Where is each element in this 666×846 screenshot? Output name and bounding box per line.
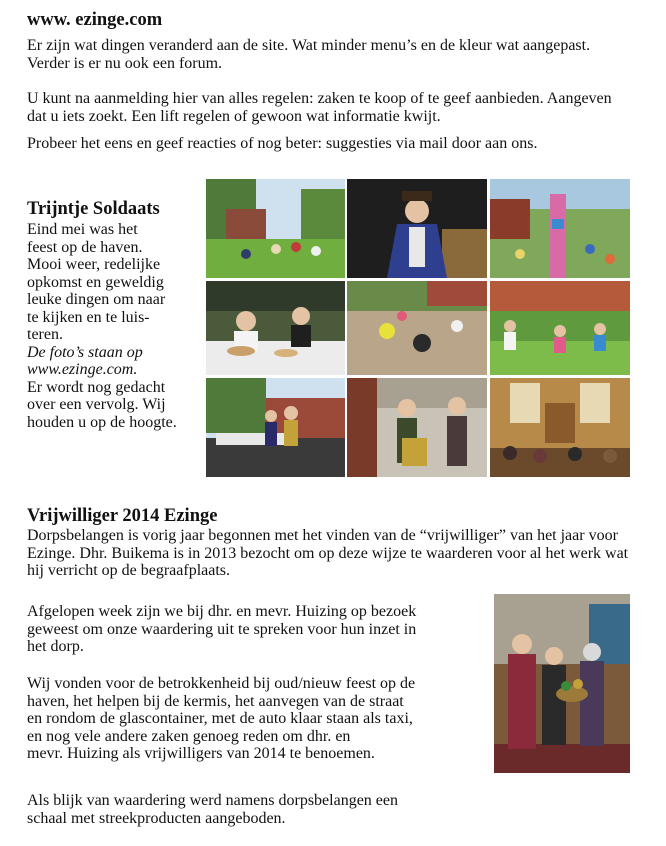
text-line: Wij vonden voor de betrokkenheid bij oud/nieuw feest op de xyxy=(27,675,416,692)
text-line: haven, het helpen bij de kermis, het aanvegen van de straat xyxy=(27,692,404,710)
website-reference: www.ezinge.com. xyxy=(27,361,138,378)
site-paragraph-3: Probeer het eens en geef reacties of nog beter: suggesties via mail door aan ons. xyxy=(27,135,538,152)
text-line: Als blijk van waardering werd namens dorpsbelangen een xyxy=(27,792,398,809)
volunteer-paragraph-2 xyxy=(27,603,497,656)
text-line: Er wordt nog gedacht xyxy=(27,378,166,396)
photo-tree-decorated xyxy=(490,179,630,278)
text-line: over een vervolg. Wij xyxy=(27,396,166,413)
site-paragraph-1: Er zijn wat dingen veranderd aan de site. Wat minder menu’s en de kleur wat aangepast. Verder is er nu ook een forum. xyxy=(27,37,591,72)
text-line: schaal met streekproducten aangeboden. xyxy=(27,809,286,827)
volunteer-paragraph-4 xyxy=(27,792,497,827)
italic-line: De foto’s staan op xyxy=(27,343,143,361)
text-line: geweest om onze waardering uit te spreken voor hun inzet in xyxy=(27,620,417,638)
photo-costumed-man xyxy=(347,179,487,278)
photo-market-stall xyxy=(206,281,345,375)
text-line: Eind mei was het xyxy=(27,221,138,238)
text-line: leuke dingen om naar xyxy=(27,291,166,308)
photo-boat-costumes xyxy=(206,378,345,477)
text-line: en rondom de glascontainer, met de auto klaar staan als taxi, xyxy=(27,710,413,727)
text-line: het dorp. xyxy=(27,638,84,655)
text-line: Afgelopen week zijn we bij dhr. en mevr. Huizing op bezoek xyxy=(27,603,417,620)
volunteer-intro: Dorpsbelangen is vorig jaar begonnen met het vinden van de “vrijwilliger” van het jaar voor Ezinge. Dhr. Buikema is in 2013 bezocht om op deze wijze te waarderen voor al het werk wat hij verricht op de begraafplaats. xyxy=(27,527,629,579)
volunteer-section-title: Vrijwilliger 2014 Ezinge xyxy=(27,506,218,526)
text-line: mevr. Huizing als vrijwilligers van 2014 te benoemen. xyxy=(27,745,375,762)
site-paragraph-2: U kunt na aanmelding hier van alles regelen: zaken te koop of te geef aanbieden. Aangeven dat u iets zoekt. Een lift regelen of gewoon wat informatie kwijt. xyxy=(27,90,612,125)
trijntje-section-title: Trijntje Soldaats xyxy=(27,199,160,219)
text-line: opkomst en geweldig xyxy=(27,273,164,291)
photo-garden-children xyxy=(490,281,630,375)
trijntje-text xyxy=(27,221,212,431)
text-line: Mooi weer, redelijke xyxy=(27,256,161,273)
text-line: teren. xyxy=(27,326,63,343)
photo-village-green xyxy=(206,179,345,278)
photo-volunteers-award xyxy=(494,594,630,773)
volunteer-paragraph-3 xyxy=(27,675,497,763)
text-line: en nog vele andere zaken genoeg reden om dhr. en xyxy=(27,727,351,745)
photo-barrel-organ xyxy=(347,378,487,477)
text-line: houden u op de hoogte. xyxy=(27,413,177,431)
text-line: feest op de haven. xyxy=(27,238,143,256)
photo-street-kids xyxy=(347,281,487,375)
text-line: te kijken en te luis- xyxy=(27,308,150,326)
site-section-title: www. ezinge.com xyxy=(27,10,163,30)
photo-indoor-audience xyxy=(490,378,630,477)
